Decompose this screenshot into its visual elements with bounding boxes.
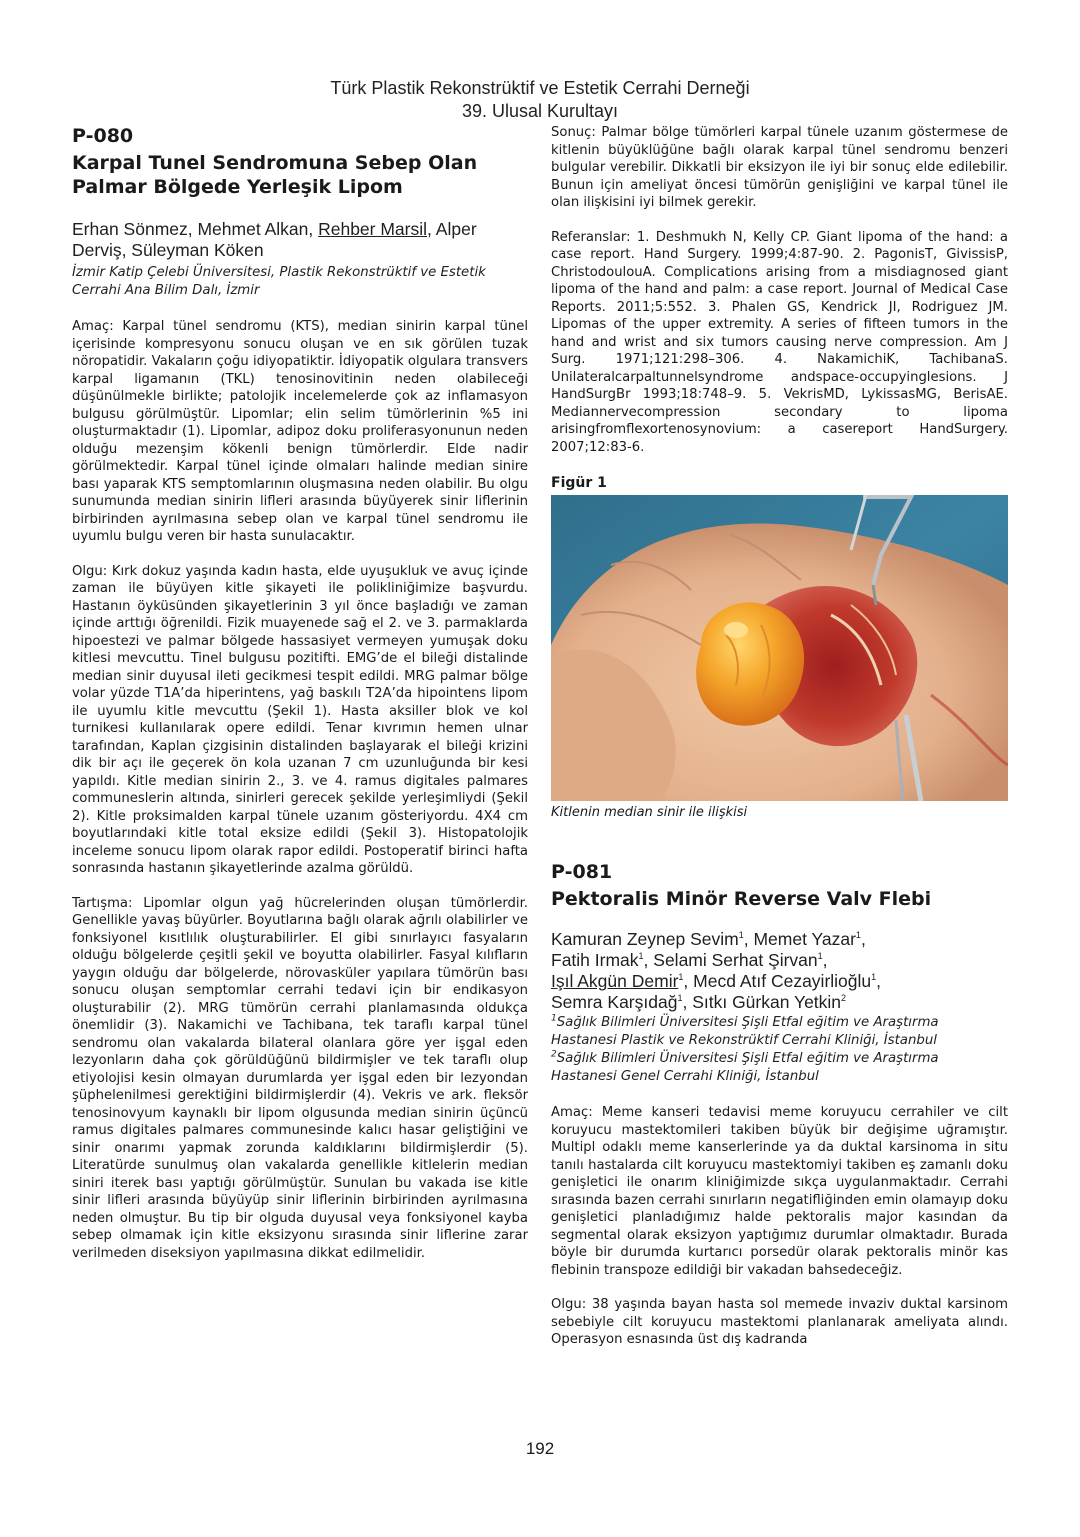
presenting-author: Rehber Marsil [318, 219, 428, 239]
author-name: , Selami Serhat Şirvan [643, 950, 818, 970]
figure-caption: Kitlenin median sinir ile ilişkisi [551, 805, 748, 820]
affiliation-mark: 1 [678, 972, 684, 983]
authors-p080 [72, 219, 528, 261]
page-number: 192 [525, 1439, 555, 1458]
section-tartisma-p080: Tartışma: Lipomlar olgun yağ hücrelerinden oluşan tümörlerdir. Genellikle yavaş büyürler. Boyutlarına bağlı olarak ağrılı olabilirler ve fonksiyonel kısıtlılık oluşturabilirler. El gibi sınırlayıcı fasyaların olduğu bölgelerde çeşitli şekil ve boyutta olabilirler. Fasyal kılıfların yaygın olduğu dar bölgelerde, nörovasküler yapılara tümörün bası sonucu oluşan semptomlar cerrahi tedavi için bir endikasyon oluşturabilir (2). MRG tümörün cerrahi planlamasında oldukça önemlidir (3). Nakamichi ve Tachibana, tek taraflı karpal tünel sendromu olan vakalarda bilateral olanlara göre yer işgal eden lezyonların daha çok görüldüğünü bildirmişler ve tek taraflı olup etiyolojisi kesin olmayan durumlarda yer işgal eden bir lezyondan şüphelenilmesi gerektiğini bildirmişlerdir (4). Vekris ve ark. fleksör tenosinovyum kaynaklı bir lipom olgusunda median sinirin üçüncü ramus digitales palmares communesinde kalıcı hasar geliştiğini ve sinir onarımı yapmak zorunda kaldıklarını bildirmişlerdir (5). Literatürde sunulmuş olan vakalarda genellikle kitlelerin median siniri iterek bası yaptığı görülmüştür. Sunulan bu vakada ise kitle sinir lifleri arasında büyüyüp sinir liflerinin birbirinden ayrılmasına neden olmuştur. Bu tip bir olguda duyusal veya fonksiyonel kayba sebep olmamak için kitle eksizyonu sırasında sinir liflerine zarar verilmeden diseksiyon yapılmasına dikkat edilmelidir. [72, 895, 528, 1261]
authors-text: , Alper Derviş, Süleyman Köken [72, 219, 477, 260]
presenting-author: Işıl Akgün Demir [551, 971, 679, 991]
affiliation-mark: 2 [551, 1049, 557, 1060]
author-name: Semra Karşıdağ [551, 992, 678, 1012]
right-column [551, 124, 1008, 1349]
section-olgu-p080: Olgu: Kırk dokuz yaşında kadın hasta, elde uyuşukluk ve avuç içinde zaman ile büyüyen kitle şikayeti ile polikliniğimize başvurdu. Hastanın öyküsünden şikayetlerinin 3 yıl önce başladığı ve zaman içinde arttığı öğrenildi. Fizik muayenede sağ el 2. ve 3. parmaklarda hipoestezi ve palmar bölgede hassasiyet vermeyen yumuşak doku kitlesi mevcuttu. Tinel bulgusu pozitifti. EMG’de el bileği distalinde median sinir duyusal ileti gecikmesi tespit edildi. MRG palmar bölge volar yüzde T1A’da hiperintens, yağ baskılı T2A’da hipointens lipom ile uyumlu kitle mevcuttu (Şekil 1). Hasta aksiller blok ve kol turnikesi kullanılarak opere edildi. Tenar kıvrımın hemen ulnar tarafından, Kaplan çizgisinin distalinden başlayarak el bileği krizini dik bir açı ile geçerek ön kola uzanan 7 cm uzunluğunda bir kesi yapıldı. Kitle median sinirin 2., 3. ve 4. ramus digitales palmares communeslerin altında, sinirleri gerecek şekilde yerleşimliydi (Şekil 2). Kitle proksimalden karpal tünele uzanım gösteriyordu. 4X4 cm boyutlarındaki kitle total eksize edildi (Şekil 3). Histopatolojik inceleme sonucu lipom olarak rapor edildi. Postoperatif birinci hafta sonrasında hastanın şikayetlerinde azalma görüldü. [72, 563, 528, 876]
affiliation-p080: İzmir Katip Çelebi Üniversitesi, Plastik Rekonstrüktif ve Estetik Cerrahi Ana Bilim Dalı, İzmir [72, 265, 486, 298]
affiliation-mark: 1 [738, 930, 744, 941]
abstract-code-p081: P-081 [551, 861, 613, 883]
section-referanslar-p080: Referanslar: 1. Deshmukh N, Kelly CP. Giant lipoma of the hand: a case report. Hand Surgery. 1999;4:87-90. 2. PagonisT, GivissisP, ChristodoulouA. Complications arising from a misdiagnosed giant lipoma of the hand and palm: a case report. Journal of Medical Case Reports. 2011;5:552. 3. Phalen GS, Kendrick JI, Rodriguez JM. Lipomas of the upper extremity. A series of fifteen tumors in the hand and wrist and six tumors causing nerve compression. Am J Surg. 1971;121:298–306. 4. NakamichiK, TachibanaS. Unilateralcarpaltunnelsyndrome andspace-occupyinglesions. J HandSurgBr 1993;18:748–9. 5. VekrisMD, LykissasMG, BerisAE. Mediannervecompression secondary to lipoma arisingfromflexortenosynovium: a casereport HandSurgery. 2007;12:83-6. [551, 229, 1008, 455]
section-olgu-p081: Olgu: 38 yaşında bayan hasta sol memede invaziv duktal karsinom sebebiyle cilt koruyucu mastektomi planlanarak ameliyata alındı. Operasyon esnasında üst dış kadranda [551, 1297, 1008, 1347]
author-name: , Sıtkı Gürkan Yetkin [682, 992, 842, 1012]
affiliation-mark: 1 [551, 1013, 557, 1024]
section-amac-p080: Amaç: Karpal tünel sendromu (KTS), median sinirin karpal tünel içerisinde kompresyonu sonucu oluşan ve en sık görülen tuzak nöropatidir. Vakaların çoğu idiyopatiktir. İdiyopatik olgulara transvers karpal ligamanın (TKL) tenosinovitinin neden olabileceği düşünülmekle birlikte; patolojik incelemelerde çok az inflamasyon bulgusu görülmüştür. Lipomlar; elin selim tümörlerinin %5 ini oluşturmaktadır (1). Lipomlar, adipoz doku proliferasyonunun neden olduğu mezenşim kökenli benign tümörlerdir. Elde nadir görülmektedir. Karpal tünel içinde olmaları halinde median sinire bası yaparak KTS semptomlarının oluşmasına neden olabilir. Bu olgu sunumunda median sinirin lifleri arasında büyüyerek sinir liflerinin birbirinden ayrılmasına sebep olan ve karpal tünel sendromu ile uyumlu bulgu veren bir hasta sunulacaktır. [72, 319, 528, 544]
author-name: , Memet Yazar [743, 929, 856, 949]
surgical-photo [551, 495, 1008, 801]
affiliation-2-p081 [551, 1050, 1008, 1086]
figure-label: Figür 1 [551, 475, 607, 491]
surgical-photo-illustration [551, 495, 1008, 801]
abstract-title-p081: Pektoralis Minör Reverse Valv Flebi [551, 888, 932, 910]
section-sonuc-p080: Sonuç: Palmar bölge tümörleri karpal tünele uzanım göstermese de kitlenin büyüklüğüne bağlı olarak karpal tünel sendromu benzeri bulgular verebilir. Dikkatli bir eksizyon ile iyi bir sonuç elde edilebilir. Bunun için ameliyat öncesi tümörün genişliğini ve karpal tünel ile olan ilişkisini iyi bilmek gerekir. [551, 125, 1008, 210]
affiliation-1-p081 [551, 1014, 1008, 1050]
section-amac-p081: Amaç: Meme kanseri tedavisi meme koruyucu cerrahiler ve cilt koruyucu mastektomileri takiben büyük bir değişime uğramıştır. Multipl odaklı meme kanserlerinde ya da duktal karsinoma in situ tanılı hastalarda cilt koruyucu mastektomiyi takiben eş zamanlı doku genişletici ile onarım kliniğimizde sıkça uygulanmaktadır. Cerrahi sırasında bazen cerrahi sınırların negatifliğinden emin olamayıp doku genişletici planladığımız halde pektoralis major kasından da segmental olarak eksizyon yaptığımız durumlar olmaktadır. Burada böyle bir durumda kurtarıcı porsedür olarak pektoralis minör kas flebinin transpoze edildiği bir vakadan bahsedeceğiz. [551, 1105, 1008, 1278]
abstract-title-p080: Karpal Tunel Sendromuna Sebep Olan Palmar Bölgede Yerleşik Lipom [72, 152, 478, 198]
affiliation-mark: 1 [817, 951, 823, 962]
affiliation-mark: 1 [855, 930, 861, 941]
author-name: , Mecd Atıf Cezayirlioğlu [683, 971, 872, 991]
left-column [72, 124, 528, 1262]
affiliation-mark: 2 [841, 993, 847, 1004]
congress-name: Türk Plastik Rekonstrüktif ve Estetik Cerrahi Derneği [330, 78, 750, 98]
authors-p081: Kamuran Zeynep Sevim$^1$, Memet Yazar$^1$, Fatih Irmak$^1$, Selami Serhat Şirvan$^1$, Işıl Akgün Demir$^1$, Mecd Atıf Cezayirlioğlu$^1$, Semra Karşıdağ$^1$, Sıtkı Gürkan Yetkin$^2$ [551, 929, 882, 1012]
affiliation-text: Sağlık Bilimleri Üniversitesi Şişli Etfal eğitim ve Araştırma Hastanesi Plastik ve Rekonstrüktif Cerrahi Kliniği, İstanbul [551, 1015, 939, 1048]
author-name: Kamuran Zeynep Sevim [551, 929, 739, 949]
abstract-code-p080: P-080 [72, 125, 134, 147]
congress-edition: 39. Ulusal Kurultayı [461, 101, 619, 121]
affiliation-mark: 1 [638, 951, 644, 962]
affiliation-mark: 1 [871, 972, 877, 983]
affiliation-mark: 1 [677, 993, 683, 1004]
author-name: Fatih Irmak [551, 950, 639, 970]
authors-text: Erhan Sönmez, Mehmet Alkan, [72, 219, 319, 239]
affiliation-text: Sağlık Bilimleri Üniversitesi Şişli Etfal eğitim ve Araştırma Hastanesi Genel Cerrahi Kliniği, İstanbul [551, 1051, 939, 1084]
